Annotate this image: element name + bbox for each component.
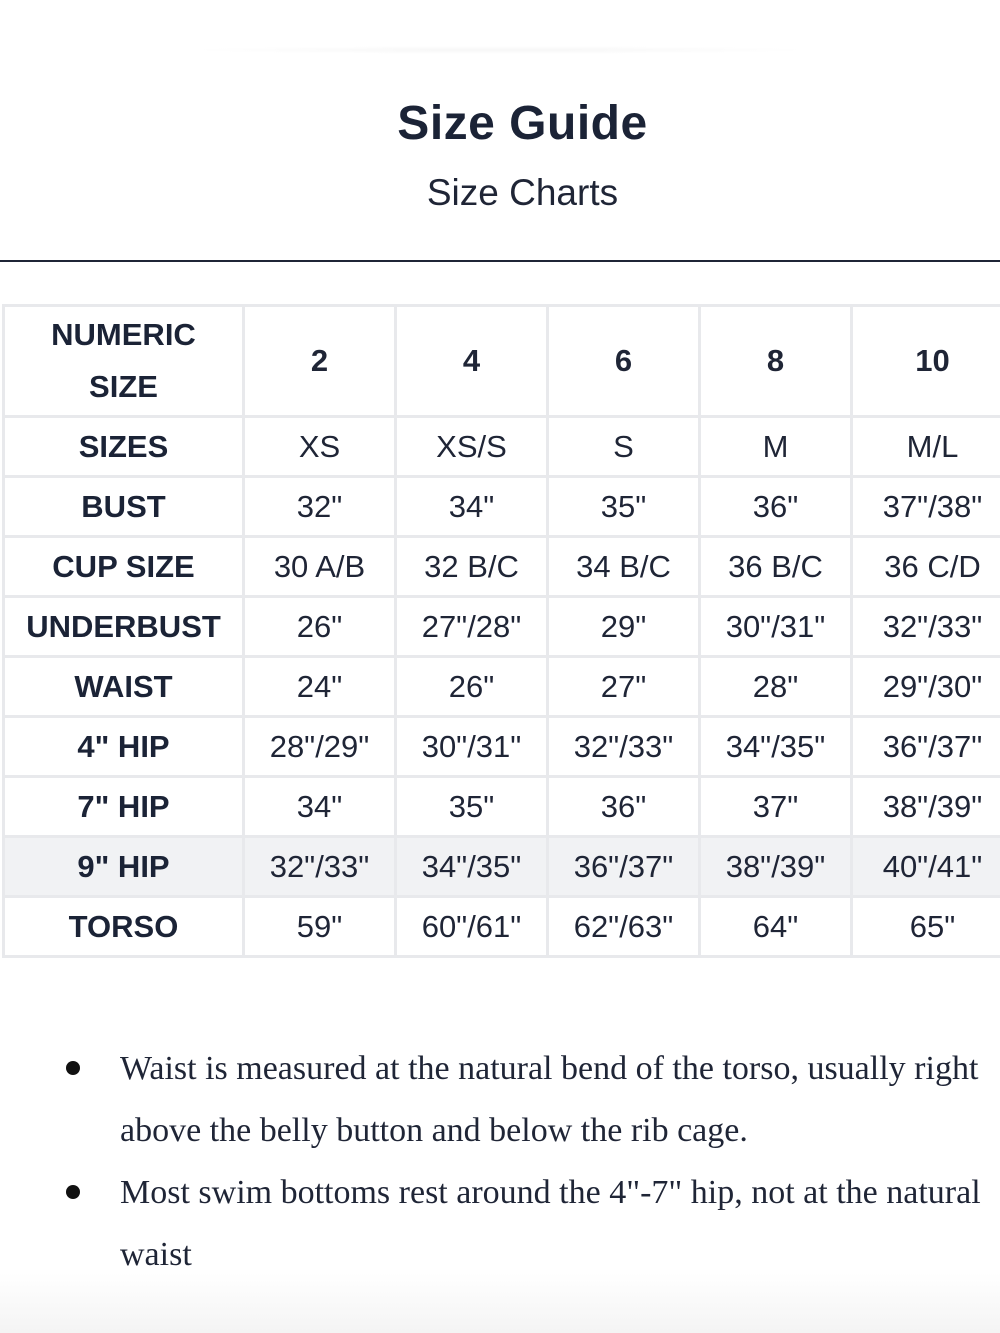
list-item bbox=[60, 1162, 995, 1286]
row-label: TORSO bbox=[4, 897, 244, 957]
row-label: UNDERBUST bbox=[4, 597, 244, 657]
column-header: 2 bbox=[244, 306, 396, 417]
table-header-row bbox=[4, 306, 1000, 417]
page-title: Size Guide bbox=[397, 97, 648, 150]
table-cell: 34" bbox=[396, 477, 548, 537]
table-cell: XS bbox=[244, 417, 396, 477]
table-cell: 27" bbox=[548, 657, 700, 717]
table-row bbox=[4, 717, 1000, 777]
table-cell: 36 B/C bbox=[700, 537, 852, 597]
table-row bbox=[4, 597, 1000, 657]
bullet-icon bbox=[66, 1185, 80, 1199]
table-cell: 36" bbox=[700, 477, 852, 537]
column-header: 6 bbox=[548, 306, 700, 417]
table-cell: 36"/37" bbox=[548, 837, 700, 897]
table-cell: 36" bbox=[548, 777, 700, 837]
table-cell: 36"/37" bbox=[852, 717, 1000, 777]
table-cell: 32"/33" bbox=[548, 717, 700, 777]
table-cell: 29" bbox=[548, 597, 700, 657]
table-cell: 34" bbox=[244, 777, 396, 837]
table-cell: 32"/33" bbox=[852, 597, 1000, 657]
row-label: CUP SIZE bbox=[4, 537, 244, 597]
table-cell: 37"/38" bbox=[852, 477, 1000, 537]
row-label: BUST bbox=[4, 477, 244, 537]
table-cell: 37" bbox=[700, 777, 852, 837]
table-cell: 26" bbox=[244, 597, 396, 657]
table-cell: 32" bbox=[244, 477, 396, 537]
table-cell: 27"/28" bbox=[396, 597, 548, 657]
note-text: Most swim bottoms rest around the 4"-7" hip, not at the natural waist bbox=[120, 1174, 981, 1273]
table-cell: 62"/63" bbox=[548, 897, 700, 957]
top-fade bbox=[0, 0, 1000, 52]
table-row bbox=[4, 837, 1000, 897]
table-cell: 35" bbox=[548, 477, 700, 537]
table-cell: 65" bbox=[852, 897, 1000, 957]
table-cell: 34"/35" bbox=[700, 717, 852, 777]
table-cell: 32 B/C bbox=[396, 537, 548, 597]
table-cell: 38"/39" bbox=[852, 777, 1000, 837]
row-label: WAIST bbox=[4, 657, 244, 717]
row-label: 4" HIP bbox=[4, 717, 244, 777]
table-row bbox=[4, 537, 1000, 597]
bullet-icon bbox=[66, 1061, 80, 1075]
column-header: 10 bbox=[852, 306, 1000, 417]
table-cell: M/L bbox=[852, 417, 1000, 477]
header-label-text: NUMERIC SIZE bbox=[51, 317, 196, 404]
table-cell: 30 A/B bbox=[244, 537, 396, 597]
table-cell: 32"/33" bbox=[244, 837, 396, 897]
note-text: Waist is measured at the natural bend of the torso, usually right above the belly button and below the rib cage. bbox=[120, 1050, 979, 1149]
table-cell: 40"/41" bbox=[852, 837, 1000, 897]
size-chart-table bbox=[2, 304, 1000, 958]
column-header: 4 bbox=[396, 306, 548, 417]
row-label: 9" HIP bbox=[4, 837, 244, 897]
table-cell: 34 B/C bbox=[548, 537, 700, 597]
table-row bbox=[4, 417, 1000, 477]
table-cell: 64" bbox=[700, 897, 852, 957]
table-header-label bbox=[4, 306, 244, 417]
notes-list bbox=[60, 1038, 995, 1286]
table-cell: 38"/39" bbox=[700, 837, 852, 897]
row-label: 7" HIP bbox=[4, 777, 244, 837]
page-subtitle: Size Charts bbox=[426, 172, 619, 213]
table-cell: 36 C/D bbox=[852, 537, 1000, 597]
table-cell: M bbox=[700, 417, 852, 477]
table-cell: 60"/61" bbox=[396, 897, 548, 957]
table-cell: XS/S bbox=[396, 417, 548, 477]
row-label: SIZES bbox=[4, 417, 244, 477]
table-cell: 30"/31" bbox=[700, 597, 852, 657]
table-cell: 28"/29" bbox=[244, 717, 396, 777]
table-cell: 59" bbox=[244, 897, 396, 957]
table-cell: 35" bbox=[396, 777, 548, 837]
table-cell: 28" bbox=[700, 657, 852, 717]
table-cell: S bbox=[548, 417, 700, 477]
table-cell: 29"/30" bbox=[852, 657, 1000, 717]
column-header: 8 bbox=[700, 306, 852, 417]
table-cell: 34"/35" bbox=[396, 837, 548, 897]
table-cell: 30"/31" bbox=[396, 717, 548, 777]
list-item bbox=[60, 1038, 995, 1162]
table-cell: 24" bbox=[244, 657, 396, 717]
table-cell: 26" bbox=[396, 657, 548, 717]
table-row bbox=[4, 477, 1000, 537]
divider bbox=[0, 260, 1000, 262]
table-row bbox=[4, 657, 1000, 717]
table-row bbox=[4, 897, 1000, 957]
bottom-fade bbox=[0, 1273, 1000, 1333]
table-row bbox=[4, 777, 1000, 837]
